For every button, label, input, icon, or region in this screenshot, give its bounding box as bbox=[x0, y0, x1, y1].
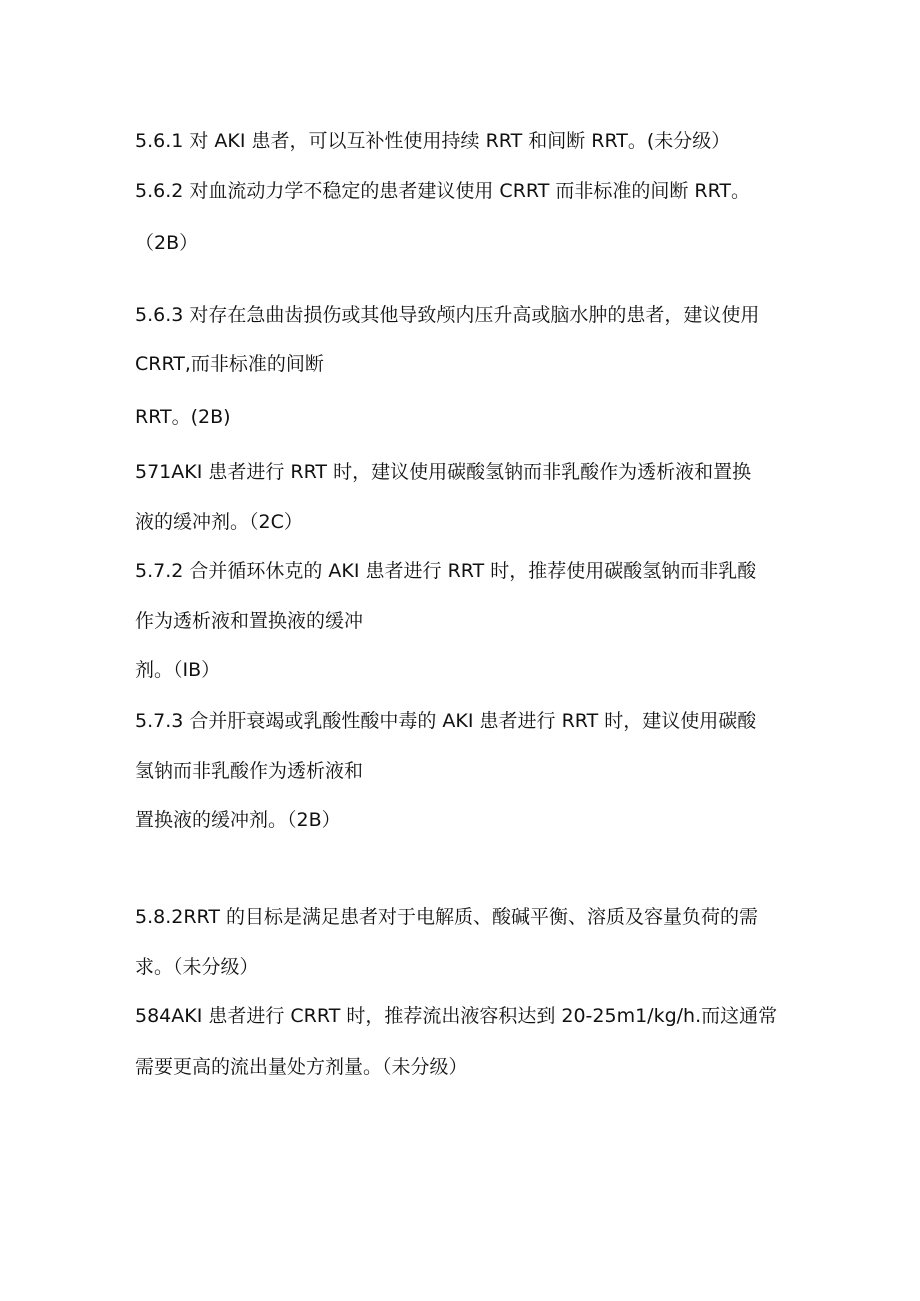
text-line-5-8-2-cont: 求。（未分级） bbox=[135, 956, 259, 978]
text-line-5-8-4: 584AKI 患者进行 CRRT 时，推荐流出液容积达到 20-25m1∕kg∕h.而这通常 bbox=[135, 1005, 778, 1027]
text-line-5-7-1-cont: 液的缓冲剂。（2C） bbox=[135, 511, 303, 533]
text-line-5-6-3-grade: RRT。(2B) bbox=[135, 406, 231, 428]
text-line-5-8-4-cont: 需要更高的流出量处方剂量。（未分级） bbox=[135, 1056, 468, 1078]
text-line-5-8-2: 5.8.2RRT 的目标是满足患者对于电解质、酸碱平衡、溶质及容量负荷的需 bbox=[135, 906, 759, 928]
text-line-5-7-3: 5.7.3 合并肝衰竭或乳酸性酸中毒的 AKI 患者进行 RRT 时，建议使用碳酸 bbox=[135, 710, 757, 732]
text-line-5-7-2: 5.7.2 合并循环休克的 AKI 患者进行 RRT 时，推荐使用碳酸氢钠而非乳酸 bbox=[135, 560, 757, 582]
text-line-5-6-1: 5.6.1 对 AKI 患者，可以互补性使用持续 RRT 和间断 RRT。(未分级） bbox=[135, 130, 731, 152]
text-line-5-6-2-grade: （2B） bbox=[135, 232, 199, 254]
text-line-5-6-2: 5.6.2 对血流动力学不稳定的患者建议使用 CRRT 而非标准的间断 RRT。 bbox=[135, 180, 751, 202]
text-line-5-7-3-grade: 置换液的缓冲剂。（2B） bbox=[135, 809, 341, 831]
text-line-5-7-2-cont: 作为透析液和置换液的缓冲 bbox=[135, 610, 364, 632]
text-line-5-6-3-cont: CRRT,而非标准的间断 bbox=[135, 353, 324, 375]
text-line-5-7-3-cont: 氢钠而非乳酸作为透析液和 bbox=[135, 760, 364, 782]
text-line-5-7-2-grade: 剂。（IB） bbox=[135, 659, 221, 681]
text-line-5-7-1: 571AKI 患者进行 RRT 时，建议使用碳酸氢钠而非乳酸作为透析液和置换 bbox=[135, 461, 752, 483]
text-line-5-6-3: 5.6.3 对存在急曲齿损伤或其他导致颅内压升高或脑水肿的患者，建议使用 bbox=[135, 304, 760, 326]
